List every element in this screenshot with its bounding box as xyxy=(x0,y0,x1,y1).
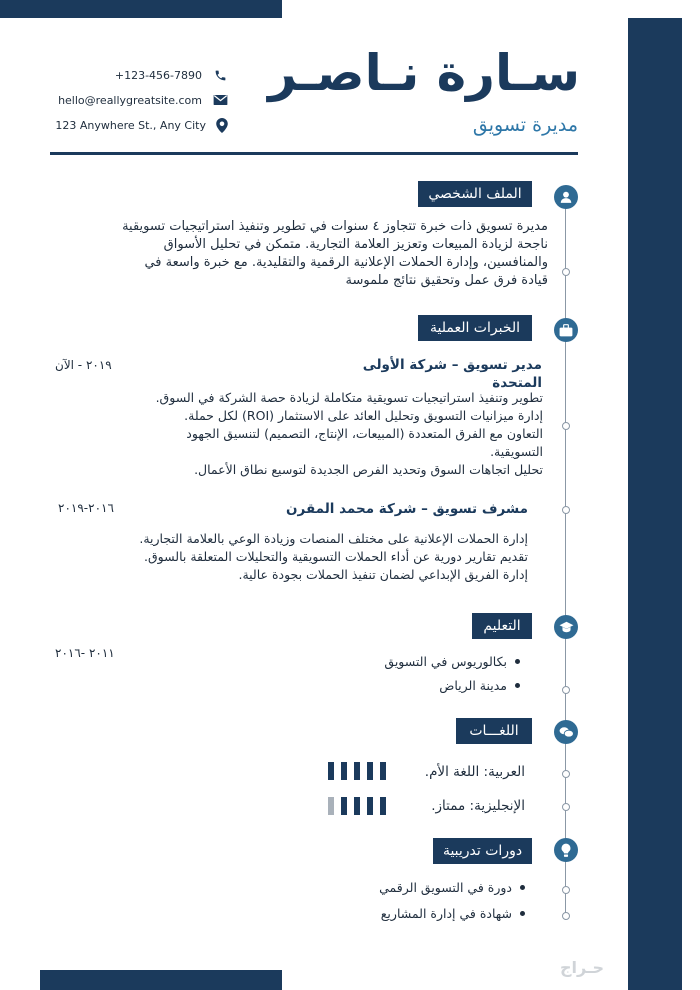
language-english-level xyxy=(328,797,386,815)
job-title-1 xyxy=(363,356,542,392)
profile-line: مديرة تسويق ذات خبرة تتجاوز ٤ سنوات في تطوير وتنفيذ استراتيجيات تسويقية xyxy=(122,219,548,234)
timeline-dot xyxy=(562,268,570,276)
level-bar xyxy=(354,762,360,780)
section-heading-courses: دورات تدريبية xyxy=(433,838,532,864)
section-heading-education: التعليم xyxy=(472,613,532,639)
level-bar xyxy=(341,797,347,815)
candidate-title: مديرة تسويق xyxy=(472,114,578,136)
duty-line: التسويقية. xyxy=(490,444,543,459)
job-duties-1 xyxy=(43,389,543,479)
profile-line: ناجحة لزيادة المبيعات وتعزيز العلامة التجارية. متمكن في تحليل الأسواق xyxy=(163,237,548,252)
timeline-dot xyxy=(562,422,570,430)
level-bar xyxy=(354,797,360,815)
bullet-dot xyxy=(520,885,525,890)
job-date-1: ٢٠١٩ - الآن xyxy=(55,358,112,372)
level-bar xyxy=(367,797,373,815)
education-date: ٢٠١١ -٢٠١٦ xyxy=(55,646,115,660)
level-bar xyxy=(367,762,373,780)
job-date-2: ٢٠١٦-٢٠١٩ xyxy=(58,501,114,515)
level-bar xyxy=(328,797,334,815)
bullet-dot xyxy=(520,911,525,916)
contact-phone xyxy=(58,65,228,85)
education-item xyxy=(384,654,520,669)
section-heading-profile: الملف الشخصي xyxy=(418,181,532,207)
bullet-dot xyxy=(515,659,520,664)
header-divider xyxy=(50,152,578,155)
timeline-dot xyxy=(562,912,570,920)
speech-bubbles-icon xyxy=(554,720,578,744)
section-heading-languages: اللغـــات xyxy=(456,718,532,744)
timeline-dot xyxy=(562,886,570,894)
briefcase-icon xyxy=(554,318,578,342)
timeline-dot xyxy=(562,770,570,778)
education-item xyxy=(439,678,520,693)
job-title-2: مشرف تسويق – شركة محمد المقرن xyxy=(286,501,528,517)
bottom-accent-bar xyxy=(40,970,282,990)
education-city: مدينة الرياض xyxy=(439,678,507,693)
duty-line: تطوير وتنفيذ استراتيجيات تسويقية متكاملة لزيادة حصة الشركة في السوق. xyxy=(155,390,543,405)
email-icon xyxy=(212,94,228,106)
bullet-dot xyxy=(515,683,520,688)
user-icon xyxy=(554,185,578,209)
level-bar xyxy=(380,797,386,815)
education-degree: بكالوريوس في التسويق xyxy=(384,654,507,669)
duty-line: إدارة الحملات الإعلانية على مختلف المنصات وزيادة الوعي بالعلامة التجارية. xyxy=(139,531,528,546)
section-heading-experience: الخبرات العملية xyxy=(418,315,532,341)
level-bar xyxy=(328,762,334,780)
phone-text: +123-456-7890 xyxy=(114,68,202,82)
level-bar xyxy=(341,762,347,780)
duty-line: تقديم تقارير دورية عن أداء الحملات التسويقية والتحليلات المتعلقة بالسوق. xyxy=(143,549,528,564)
contact-address xyxy=(55,115,228,135)
duty-line: إدارة الفريق الإبداعي لضمان تنفيذ الحملات بجودة عالية. xyxy=(238,567,528,582)
duty-line: التعاون مع الفرق المتعددة (المبيعات، الإنتاج، التصميم) لتنسيق الجهود xyxy=(186,426,543,441)
job-title-line: مدير تسويق – شركة الأولى xyxy=(362,357,542,373)
level-bar xyxy=(380,762,386,780)
phone-icon xyxy=(212,69,228,82)
timeline-dot xyxy=(562,686,570,694)
location-icon xyxy=(216,118,228,133)
course-item xyxy=(381,906,525,921)
address-text: 123 Anywhere St., Any City xyxy=(55,118,206,132)
language-english-label: الإنجليزية: ممتاز. xyxy=(431,798,525,814)
profile-summary xyxy=(48,218,548,290)
timeline-line xyxy=(565,198,566,920)
language-arabic-label: العربية: اللغة الأم. xyxy=(424,764,525,780)
profile-line: والمنافسين، وإدارة الحملات الإعلانية الرقمية والتقليدية. مع خبرة واسعة في xyxy=(144,255,548,270)
timeline-dot xyxy=(562,803,570,811)
side-accent-bar xyxy=(628,18,682,990)
timeline-dot xyxy=(562,506,570,514)
language-arabic-level xyxy=(328,762,386,780)
duty-line: إدارة ميزانيات التسويق وتحليل العائد على الاستثمار (ROI) لكل حملة. xyxy=(184,408,543,423)
lightbulb-icon xyxy=(554,838,578,862)
course-name: دورة في التسويق الرقمي xyxy=(379,880,512,895)
candidate-name: سـارة نـاصـر xyxy=(268,44,580,102)
course-item xyxy=(379,880,525,895)
job-duties-2 xyxy=(58,530,528,584)
contact-email[interactable] xyxy=(58,90,228,110)
job-title-line: المتحدة xyxy=(492,375,542,391)
duty-line: تحليل اتجاهات السوق وتحديد الفرص الجديدة لتوسيع نطاق الأعمال. xyxy=(194,462,543,477)
graduation-cap-icon xyxy=(554,615,578,639)
top-accent-bar xyxy=(0,0,282,18)
email-text[interactable]: hello@reallygreatsite.com xyxy=(58,93,202,107)
profile-line: قيادة فرق عمل وتحقيق نتائج ملموسة xyxy=(345,273,548,288)
watermark-logo: حـراج xyxy=(560,958,604,977)
course-name: شهادة في إدارة المشاريع xyxy=(380,906,512,921)
